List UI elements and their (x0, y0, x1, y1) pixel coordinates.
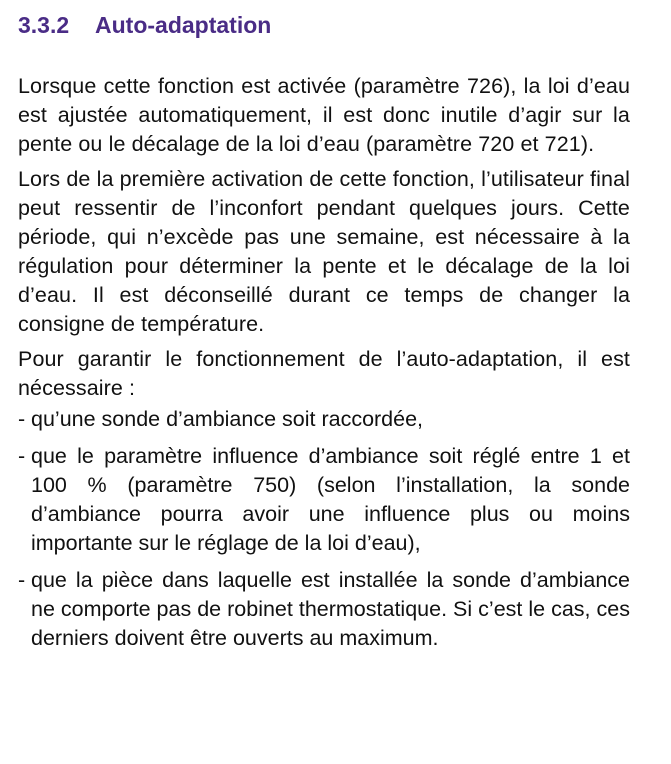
section-title: Auto-adaptation (95, 12, 272, 38)
paragraph-requirements-intro: Pour garantir le fonctionnement de l’auto-adaptation, il est nécessaire : (18, 347, 630, 400)
paragraph-activation: Lorsque cette fonction est activée (paramètre 726), la loi d’eau est ajustée automatiquement, il est donc inutile d’agir sur la pente ou le décalage de la loi d’eau (paramètre 720 et 721). (18, 74, 630, 156)
paragraph-first-activation: Lors de la première activation de cette fonction, l’utilisateur final peut ressentir de l’inconfort pendant quelques jours. Cette période, qui n’excède pas une semaine, est nécessaire à la régulation pour déterminer la pente et le décalage de la loi d’eau. Il est déconseillé durant ce temps de changer la consigne de température. (18, 167, 630, 336)
requirements-list (18, 405, 630, 653)
section-number: 3.3.2 (18, 12, 70, 38)
list-item (18, 442, 630, 558)
bullet-dash: - (18, 444, 26, 468)
list-item-text: que le paramètre influence d’ambiance soit réglé entre 1 et 100 % (paramètre 750) (selon l’installation, la sonde d’ambiance pourra avoir une influence plus ou moins importante sur le réglage de la loi d’eau), (31, 444, 630, 555)
list-item (18, 566, 630, 653)
section-heading (18, 8, 630, 42)
bullet-dash: - (18, 407, 26, 431)
bullet-dash: - (18, 568, 26, 592)
document-page (18, 8, 630, 661)
list-item-text: qu’une sonde d’ambiance soit raccordée, (31, 407, 424, 431)
list-item (18, 405, 630, 434)
list-item-text: que la pièce dans laquelle est installée la sonde d’ambiance ne comporte pas de robinet thermostatique. Si c’est le cas, ces derniers doivent être ouverts au maximum. (31, 568, 630, 650)
